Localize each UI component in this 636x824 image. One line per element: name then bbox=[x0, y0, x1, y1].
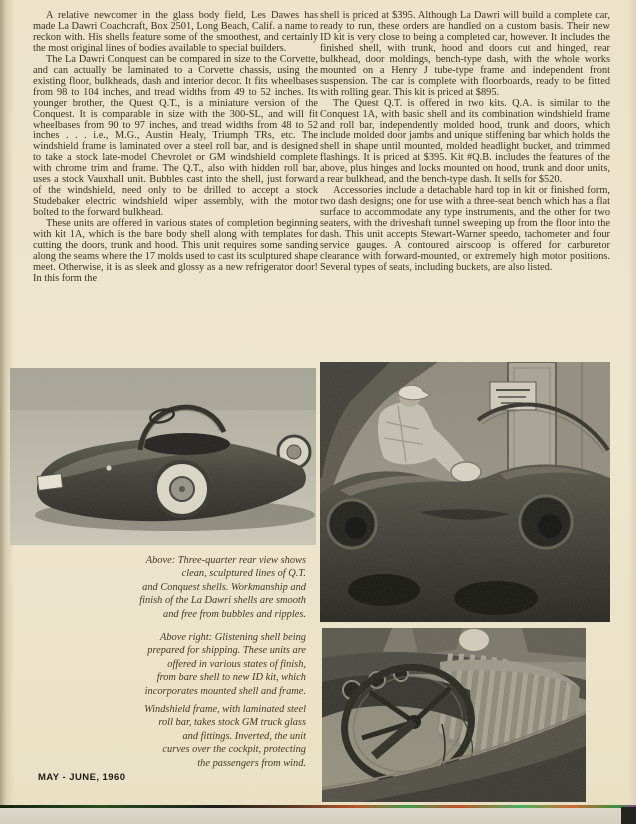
cockpit-photo-illustration bbox=[322, 628, 586, 802]
article-column-right bbox=[320, 11, 610, 285]
caption-line: and fittings. Inverted, the unit bbox=[182, 730, 306, 742]
caption-windshield-frame bbox=[44, 703, 306, 770]
caption-line: roll bar, takes stock GM truck glass bbox=[158, 717, 306, 729]
caption-line: and free from bubbles and ripples. bbox=[163, 608, 306, 620]
caption-line: the passengers from wind. bbox=[197, 757, 306, 769]
photo-cockpit-interior bbox=[322, 628, 586, 802]
article-paragraph: These units are offered in various states of completion beginning with kit 1A, which is the bare body shell along with templates for cutting the doors, trunk and hood. This unit requires some sanding along the seams where the 17 molds used to cast its sculptured shape meet. Otherwise, it is as sleek and glossy as a new refrigerator door! In this form the bbox=[33, 218, 318, 284]
article-paragraph: The La Dawri Conquest can be compared in size to the Corvette, and can actually be laminated to a Corvette chassis, using the existing floor, bulkheads, dash and interior decor. It fits wheelbases from 98 to 104 inches, and tread widths from 49 to 52 inches. Its younger brother, the Quest Q.T., is a miniature version of the Conquest. It is comparable in size with the 300-SL, and will fit wheelbases from 90 to 97 inches, and tread widths from 48 to 52 inches . . . i.e., M.G., Austin Healy, Triumph TRs, etc. The windshield frame is laminated over a steel roll bar, and is designed to take a stock late-model Chevrolet or GM windshield complete with chrome trim and frame. The Q.T., also with hidden roll bar, uses a stock Vauxhall unit. Bubbles cast into the shell, just forward of the windshield, need only to be drilled to accept a stock Studebaker electric windshield wiper assembly, with the motor bolted to the forward bulkhead. bbox=[33, 53, 318, 219]
photo-rear-three-quarter-view bbox=[10, 368, 316, 545]
caption-line: Above: Three-quarter rear view shows bbox=[145, 555, 306, 566]
caption-shell-shipping bbox=[44, 631, 306, 698]
shell-photo-illustration bbox=[320, 362, 610, 622]
photo-shell-polishing bbox=[320, 362, 610, 622]
article-column-left bbox=[33, 11, 318, 285]
article-paragraph: Accessories include a detachable hard top in kit or finished form, two dash designs; one for use with a three-seat bench which has a flat surface to accommodate any type instruments, and the other for two seaters, with the driveshaft tunnel sweeping up from the floor into the dash. This unit accepts Stewart-Warner speedo, tachometer and four service gauges. A contoured airscoop is offered for carburetor clearance with forward-mounted, or extremely high motor positions. Several types of seats, including buckets, are also listed. bbox=[320, 185, 610, 273]
caption-line: curves over the cockpit, protecting bbox=[162, 744, 306, 756]
caption-line: clean, sculptured lines of Q.T. bbox=[181, 568, 306, 580]
article-paragraph: A relative newcomer in the glass body field, Les Dawes has made La Dawri Coachcraft, Box 2501, Long Beach, Calif. a name to reckon with. His shells feature some of the smoothest, and certainly the most original lines of bodies available to special builders. bbox=[33, 10, 318, 54]
page-right-edge-shadow bbox=[628, 0, 636, 806]
caption-line: Above right: Glistening shell being bbox=[159, 632, 306, 643]
caption-line: finish of the La Dawri shells are smooth bbox=[139, 595, 306, 607]
caption-line: and Conquest shells. Workmanship and bbox=[142, 581, 306, 593]
scan-bed-strip bbox=[0, 808, 636, 824]
caption-line: from bare shell to new ID kit, which bbox=[156, 672, 306, 684]
caption-line: incorporates mounted shell and frame. bbox=[144, 685, 306, 697]
article-paragraph: The Quest Q.T. is offered in two kits. Q.A. is similar to the Conquest 1A, with basic shell and its combination windshield frame and roll bar, independently molded hood, trunk and doors, which include molded door jambs and unique stiffening bar which holds the shell in shape until mounted, molded headlight bucket, and trimmed flashings. It is priced at $395. Kit #Q.B. includes the features of the above, plus hinges and locks mounted on hood, trunk and door units, a rear bulkhead, and the bench-type dash. It sells for $520. bbox=[320, 97, 610, 186]
caption-line: prepared for shipping. These units are bbox=[147, 645, 306, 657]
caption-line: offered in various states of finish, bbox=[167, 658, 306, 670]
caption-line: Windshield frame, with laminated steel bbox=[144, 704, 306, 715]
caption-rear-view bbox=[44, 554, 306, 621]
issue-date: MAY - JUNE, 1960 bbox=[38, 772, 126, 783]
article-paragraph: shell is priced at $395. Although La Dawri will build a complete car, ready to run, these orders are handled on a custom basis. Their new ID kit is very close to being a completed car, however. It includes the finished shell, with trunk, hood and doors cut and hinged, rear bulkhead, door moldings, bench-type dash, with the whole works mounted on a Henry J tube-type frame and independent front suspension. The car is complete with floorboards, ready to be fitted with rolling gear. This kit is priced at $895. bbox=[320, 10, 610, 98]
scan-corner-mark bbox=[621, 807, 636, 824]
article-columns bbox=[33, 11, 610, 285]
rear-view-photo-illustration bbox=[10, 368, 316, 545]
